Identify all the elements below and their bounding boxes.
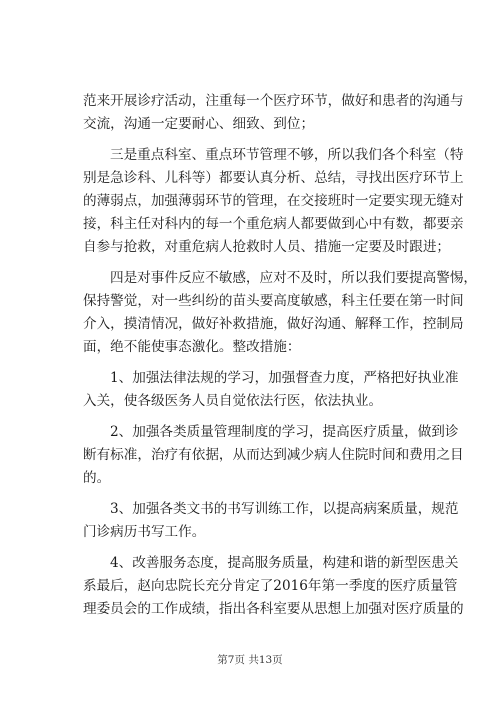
text-line: 1、加强法律法规的学习，加强督查力度，严格把好执业准 [110,370,459,386]
paragraph [83,421,464,490]
text-line: 3、加强各类文书的书写训练工作，以提高病案质量，规范 [110,501,459,517]
text-line: 接，科主任对科内的每一个重危病人都要做到心中有数，都要亲 [83,216,464,232]
text-line: 范来开展诊疗活动，注重每一个医疗环节，做好和患者的沟通与 [83,93,464,109]
text-line: 四是对事件反应不敏感，应对不及时，所以我们要提高警惕， [110,270,478,286]
paragraph [83,498,459,544]
text-line: 理委员会的工作成绩，指出各科室要从思想上加强对医疗质量的 [83,601,464,617]
text-line: 面，绝不能使事态激化。整改措施： [83,339,301,355]
text-line: 自参与抢救，对重危病人抢救时人员、措施一定要及时跟进； [83,239,451,255]
text-line: 4、改善服务态度，提高服务质量，构建和谐的新型医患关 [110,555,459,571]
paragraph [83,144,464,259]
text-line: 2、加强各类质量管理制度的学习，提高医疗质量，做到诊 [110,424,459,440]
paragraph [83,367,459,413]
text-line: 入关，使各级医务人员自觉依法行医，依法执业。 [83,393,383,409]
paragraph [83,267,478,359]
text-line: 保持警觉，对一些纠纷的苗头要高度敏感，科主任要在第一时间 [83,293,464,309]
text-line: 交流，沟通一定要耐心、细致、到位； [83,116,315,132]
text-line: 门诊病历书写工作。 [83,524,206,540]
text-line: 的。 [83,470,111,486]
text-line: 别是急诊科、儿科等）都要认真分析、总结，寻找出医疗环节上 [83,170,464,186]
text-line: 三是重点科室、重点环节管理不够，所以我们各个科室（特 [110,147,464,163]
text-line: 的薄弱点，加强薄弱环节的管理，在交接班时一定要实现无缝对 [83,193,464,209]
text-line: 系最后，赵向忠院长充分肯定了2016年第一季度的医疗质量管 [83,578,458,594]
document-body [83,90,478,621]
paragraph [83,552,464,621]
text-line: 断有标准，治疗有依据，从而达到减少病人住院时间和费用之目 [83,447,464,463]
text-line: 介入，摸清情况，做好补救措施，做好沟通、解释工作，控制局 [83,316,464,332]
paragraph [83,90,464,136]
page-number-footer: 第7页 共13页 [217,654,283,666]
